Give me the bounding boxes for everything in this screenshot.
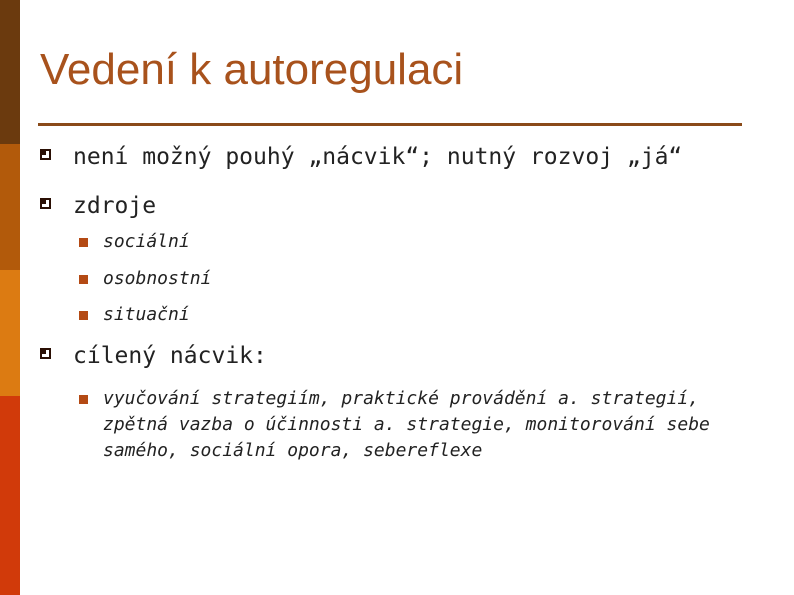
bullet-text: zdroje (73, 193, 157, 219)
square-bullet-icon (40, 198, 51, 209)
filled-square-bullet-icon (79, 275, 88, 284)
sub-bullet-text: situační (103, 304, 190, 325)
sidebar-stripe-red-orange (0, 396, 20, 595)
sidebar-stripe-brown (0, 144, 20, 270)
sub-bullet-text: sociální (103, 231, 190, 252)
square-bullet-icon (40, 149, 51, 160)
square-bullet-icon (40, 348, 51, 359)
bullet-text: cílený nácvik: (73, 343, 267, 369)
bullet-text: není možný pouhý „nácvik“; nutný rozvoj „já“ (73, 144, 683, 170)
title-underline (38, 123, 742, 126)
slide-title: Vedení k autoregulaci (40, 45, 464, 94)
filled-square-bullet-icon (79, 311, 88, 320)
sub-bullet-text: vyučování strategiím, praktické provádění a. strategií, zpětná vazba o účinnosti a. strategie, monitorování sebe samého, sociální opora, sebereflexe (103, 388, 710, 461)
filled-square-bullet-icon (79, 238, 88, 247)
sidebar-stripe-dark-brown (0, 0, 20, 144)
filled-square-bullet-icon (79, 395, 88, 404)
sidebar-stripe-orange (0, 270, 20, 396)
sub-bullet-text: osobnostní (103, 268, 212, 289)
